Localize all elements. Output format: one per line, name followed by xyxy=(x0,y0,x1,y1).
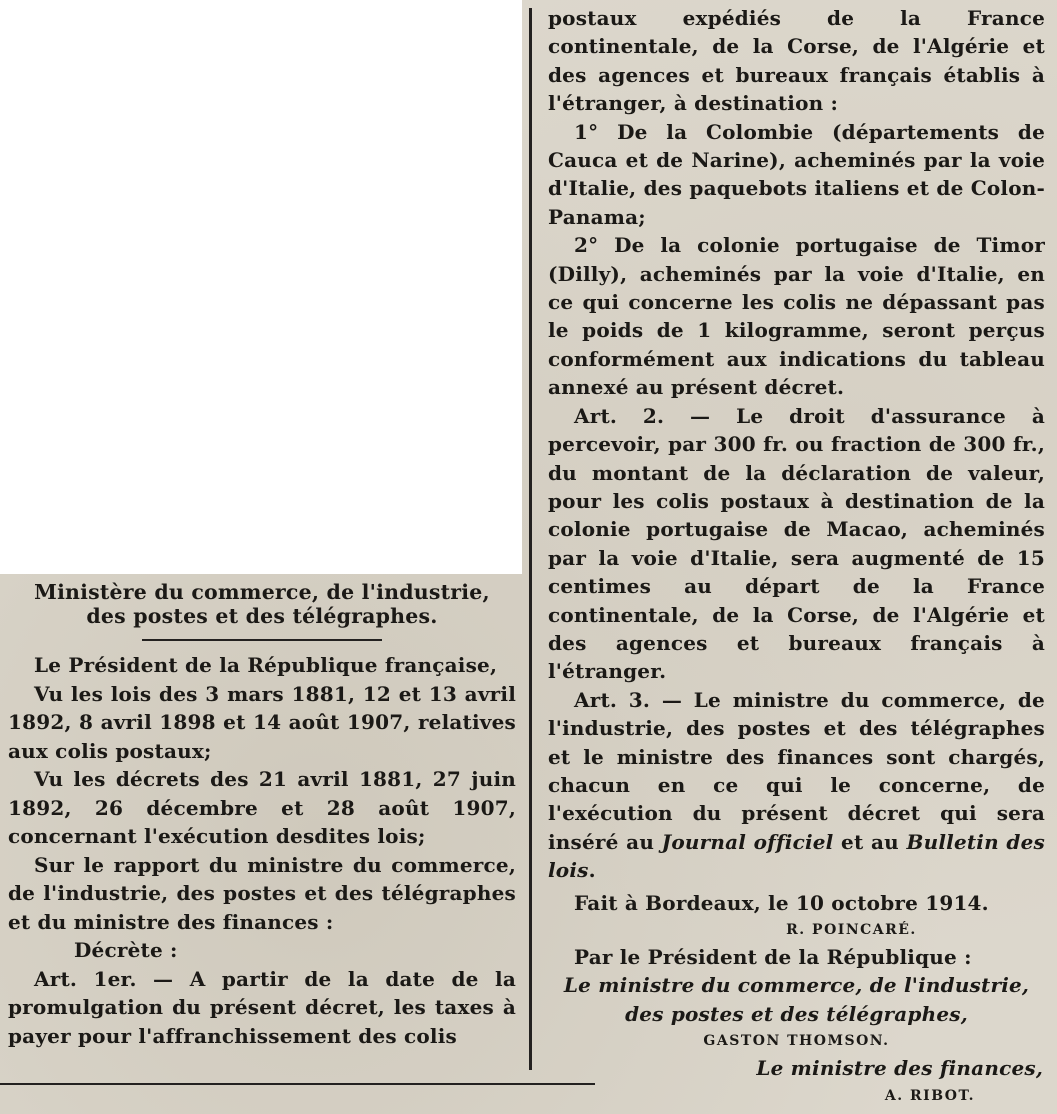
ministre-finances: Le ministre des finances, xyxy=(756,1056,1043,1081)
paragraph-rapport: Sur le rapport du ministre du commerce, de l'industrie, des postes et des télégraphes et du ministre des finances : xyxy=(8,852,516,934)
article-2: Art. 2. — Le droit d'assurance à percevoir, par 300 fr. ou fraction de 300 fr., du montant de la déclaration de valeur, pour les colis postaux à destination de la colonie portugaise de Macao, acheminés par la voie d'Italie, sera augmenté de 15 centimes au départ de la France continentale, de la Corse, de l'Algérie et des agences et bureaux français à l'étranger. xyxy=(548,403,1045,684)
item-timor: 2° De la colonie portugaise de Timor (Dilly), acheminés par la voie d'Italie, en ce qui concerne les colis ne dépassant pas le poids de 1 kilogramme, seront perçus conformément aux indications du tableau annexé au présent décret. xyxy=(548,233,1045,400)
paragraph-vu-decrets: Vu les décrets des 21 avril 1881, 27 juin 1892, 26 décembre et 28 août 1907, concernant l'exécution desdites lois; xyxy=(8,767,516,848)
signature-thomson: GASTON THOMSON. xyxy=(703,1033,890,1050)
column-rule xyxy=(529,8,532,1070)
signature-poincare: R. POINCARÉ. xyxy=(786,922,917,938)
fait-a-bordeaux: Fait à Bordeaux, le 10 octobre 1914. xyxy=(574,890,989,915)
section-title-line1: Ministère du commerce, de l'industrie, xyxy=(34,580,490,604)
section-title xyxy=(8,580,516,628)
paragraph-vu-lois: Vu les lois des 3 mars 1881, 12 et 13 avril 1892, 8 avril 1898 et 14 août 1907, relatives aux colis postaux; xyxy=(8,681,516,763)
article-3-end: . xyxy=(588,858,596,883)
paragraph-president: Le Président de la République française, xyxy=(34,653,498,677)
article-3 xyxy=(548,686,1045,885)
article-3-start: Art. 3. — Le ministre du commerce, de l'industrie, des postes et des télégraphes et le ministre des finances sont chargés, chacun en ce qui le concerne, de l'exécution du présent décret qui sera inséré au xyxy=(548,687,1045,854)
article-1: Art. 1er. — A partir de la date de la promulgation du présent décret, les taxes à payer pour l'affranchissement des colis xyxy=(8,966,516,1048)
par-le-president: Par le Président de la République : xyxy=(574,945,972,969)
bottom-rule xyxy=(0,1083,595,1085)
journal-officiel: Journal officiel xyxy=(661,829,834,854)
blank-region xyxy=(0,0,522,574)
bulletin-des-lois: Bulletin des lois xyxy=(548,829,1045,883)
signature-ribot: A. RIBOT. xyxy=(884,1087,975,1104)
article-3-mid: et au xyxy=(833,829,907,854)
article-1-continuation: postaux expédiés de la France continentale, de la Corse, de l'Algérie et des agences et bureaux français établis à l'étranger, à destination : xyxy=(548,6,1045,116)
decrete-heading: Décrète : xyxy=(74,938,178,962)
title-rule xyxy=(142,639,382,641)
ministre-commerce-line1: Le ministre du commerce, de l'industrie, xyxy=(563,973,1030,998)
section-title-line2: des postes et des télégraphes. xyxy=(86,604,438,628)
left-column xyxy=(8,580,516,1050)
ministre-commerce-line2: des postes et des télégraphes, xyxy=(625,1001,968,1026)
right-column xyxy=(548,4,1045,1109)
item-colombie: 1° De la Colombie (départements de Cauca et de Narine), acheminés par la voie d'Italie, des paquebots italiens et de Colon-Panama; xyxy=(548,119,1045,229)
